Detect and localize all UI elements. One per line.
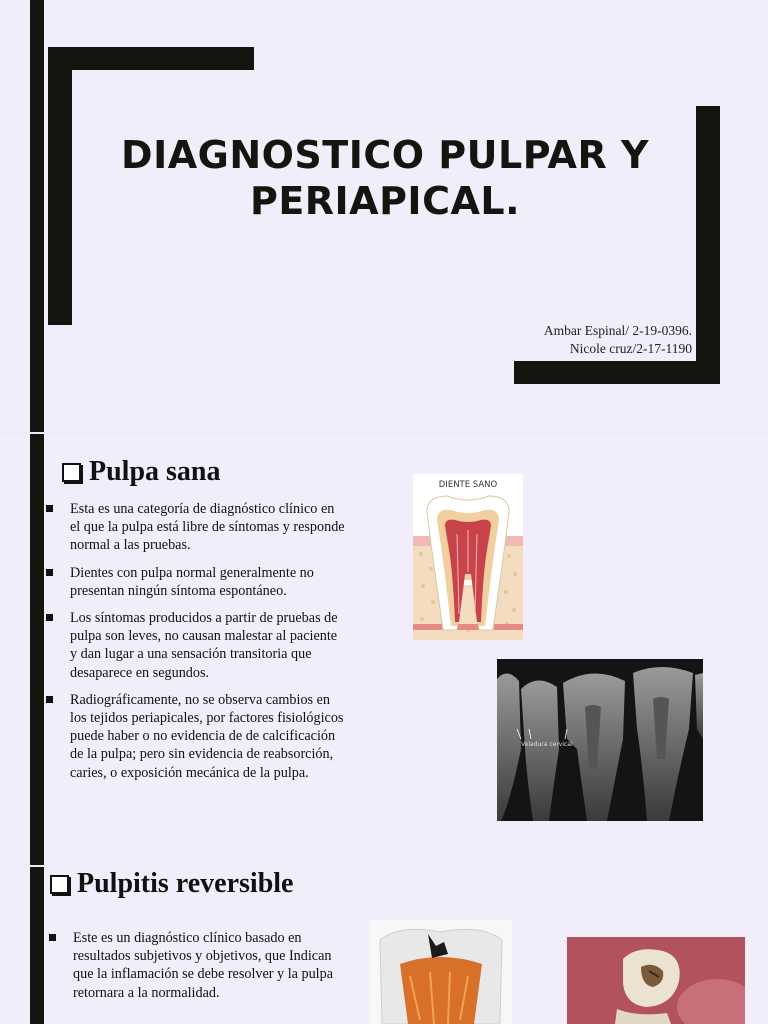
xray-picture-icon	[497, 659, 703, 821]
list-item: Dientes con pulpa normal generalmente no presentan ningún síntoma espontáneo.	[46, 564, 346, 600]
left-vertical-bar	[30, 867, 44, 1024]
author-line: Nicole cruz/2-17-1190	[569, 341, 692, 356]
square-bullet-icon	[46, 614, 53, 621]
bottom-right-bracket-vertical	[696, 106, 720, 384]
decayed-tooth-icon	[370, 920, 512, 1024]
list-item: Este es un diagnóstico clínico basado en resultados subjetivos y objetivos, que Indican que la inflamación se debe resolver y la pulpa retornara a la normalidad.	[49, 929, 339, 1002]
clinical-tooth-photo	[567, 937, 745, 1024]
bullet-list	[49, 929, 339, 1011]
bullet-list	[46, 500, 346, 791]
healthy-tooth-illustration	[413, 474, 523, 640]
left-vertical-bar	[30, 434, 44, 865]
square-bullet-icon	[46, 569, 53, 576]
square-bullet-icon	[46, 505, 53, 512]
top-left-bracket-vertical	[48, 47, 72, 325]
authors-block	[544, 322, 692, 358]
presentation-title: DIAGNOSTICO PULPAR Y PERIAPICAL.	[121, 133, 649, 223]
pulpa-sana-slide	[0, 434, 768, 865]
bottom-right-bracket-horizontal	[514, 361, 720, 384]
section-heading-text: Pulpa sana	[89, 456, 221, 487]
square-bullet-icon	[49, 934, 56, 941]
section-heading-text: Pulpitis reversible	[77, 868, 294, 899]
section-heading	[50, 867, 293, 901]
section-heading	[62, 455, 221, 489]
square-bullet-icon	[46, 696, 53, 703]
list-item: Esta es una categoría de diagnóstico clínico en el que la pulpa está libre de síntomas y responde normal a las pruebas.	[46, 500, 346, 555]
author-line: Ambar Espinal/ 2-19-0396.	[543, 323, 692, 338]
tooth-caries-illustration	[370, 920, 512, 1024]
checkbox-bullet-icon	[62, 463, 81, 482]
tooth-diagram-icon	[413, 474, 523, 640]
top-left-bracket-horizontal	[48, 47, 254, 70]
dental-xray-image	[497, 659, 703, 821]
pulpitis-reversible-slide	[0, 867, 768, 1024]
checkbox-bullet-icon	[50, 875, 69, 894]
left-vertical-bar	[30, 0, 44, 432]
title-slide	[0, 0, 768, 432]
list-item: Los síntomas producidos a partir de pruebas de pulpa son leves, no causan malestar al paciente y dan lugar a una sensación transitoria que desaparece en segundos.	[46, 609, 346, 682]
list-item: Radiográficamente, no se observa cambios en los tejidos periapicales, por factores fisiológicos puede haber o no evidencia de de calcificación de la pulpa; pero sin evidencia de reabsorción, caries, o exposición mecánica de la pulpa.	[46, 691, 346, 782]
xray-annotation: Veladura cervical	[521, 741, 573, 748]
mouth-photo-icon	[567, 937, 745, 1024]
tooth-illustration-label: DIENTE SANO	[438, 480, 498, 490]
